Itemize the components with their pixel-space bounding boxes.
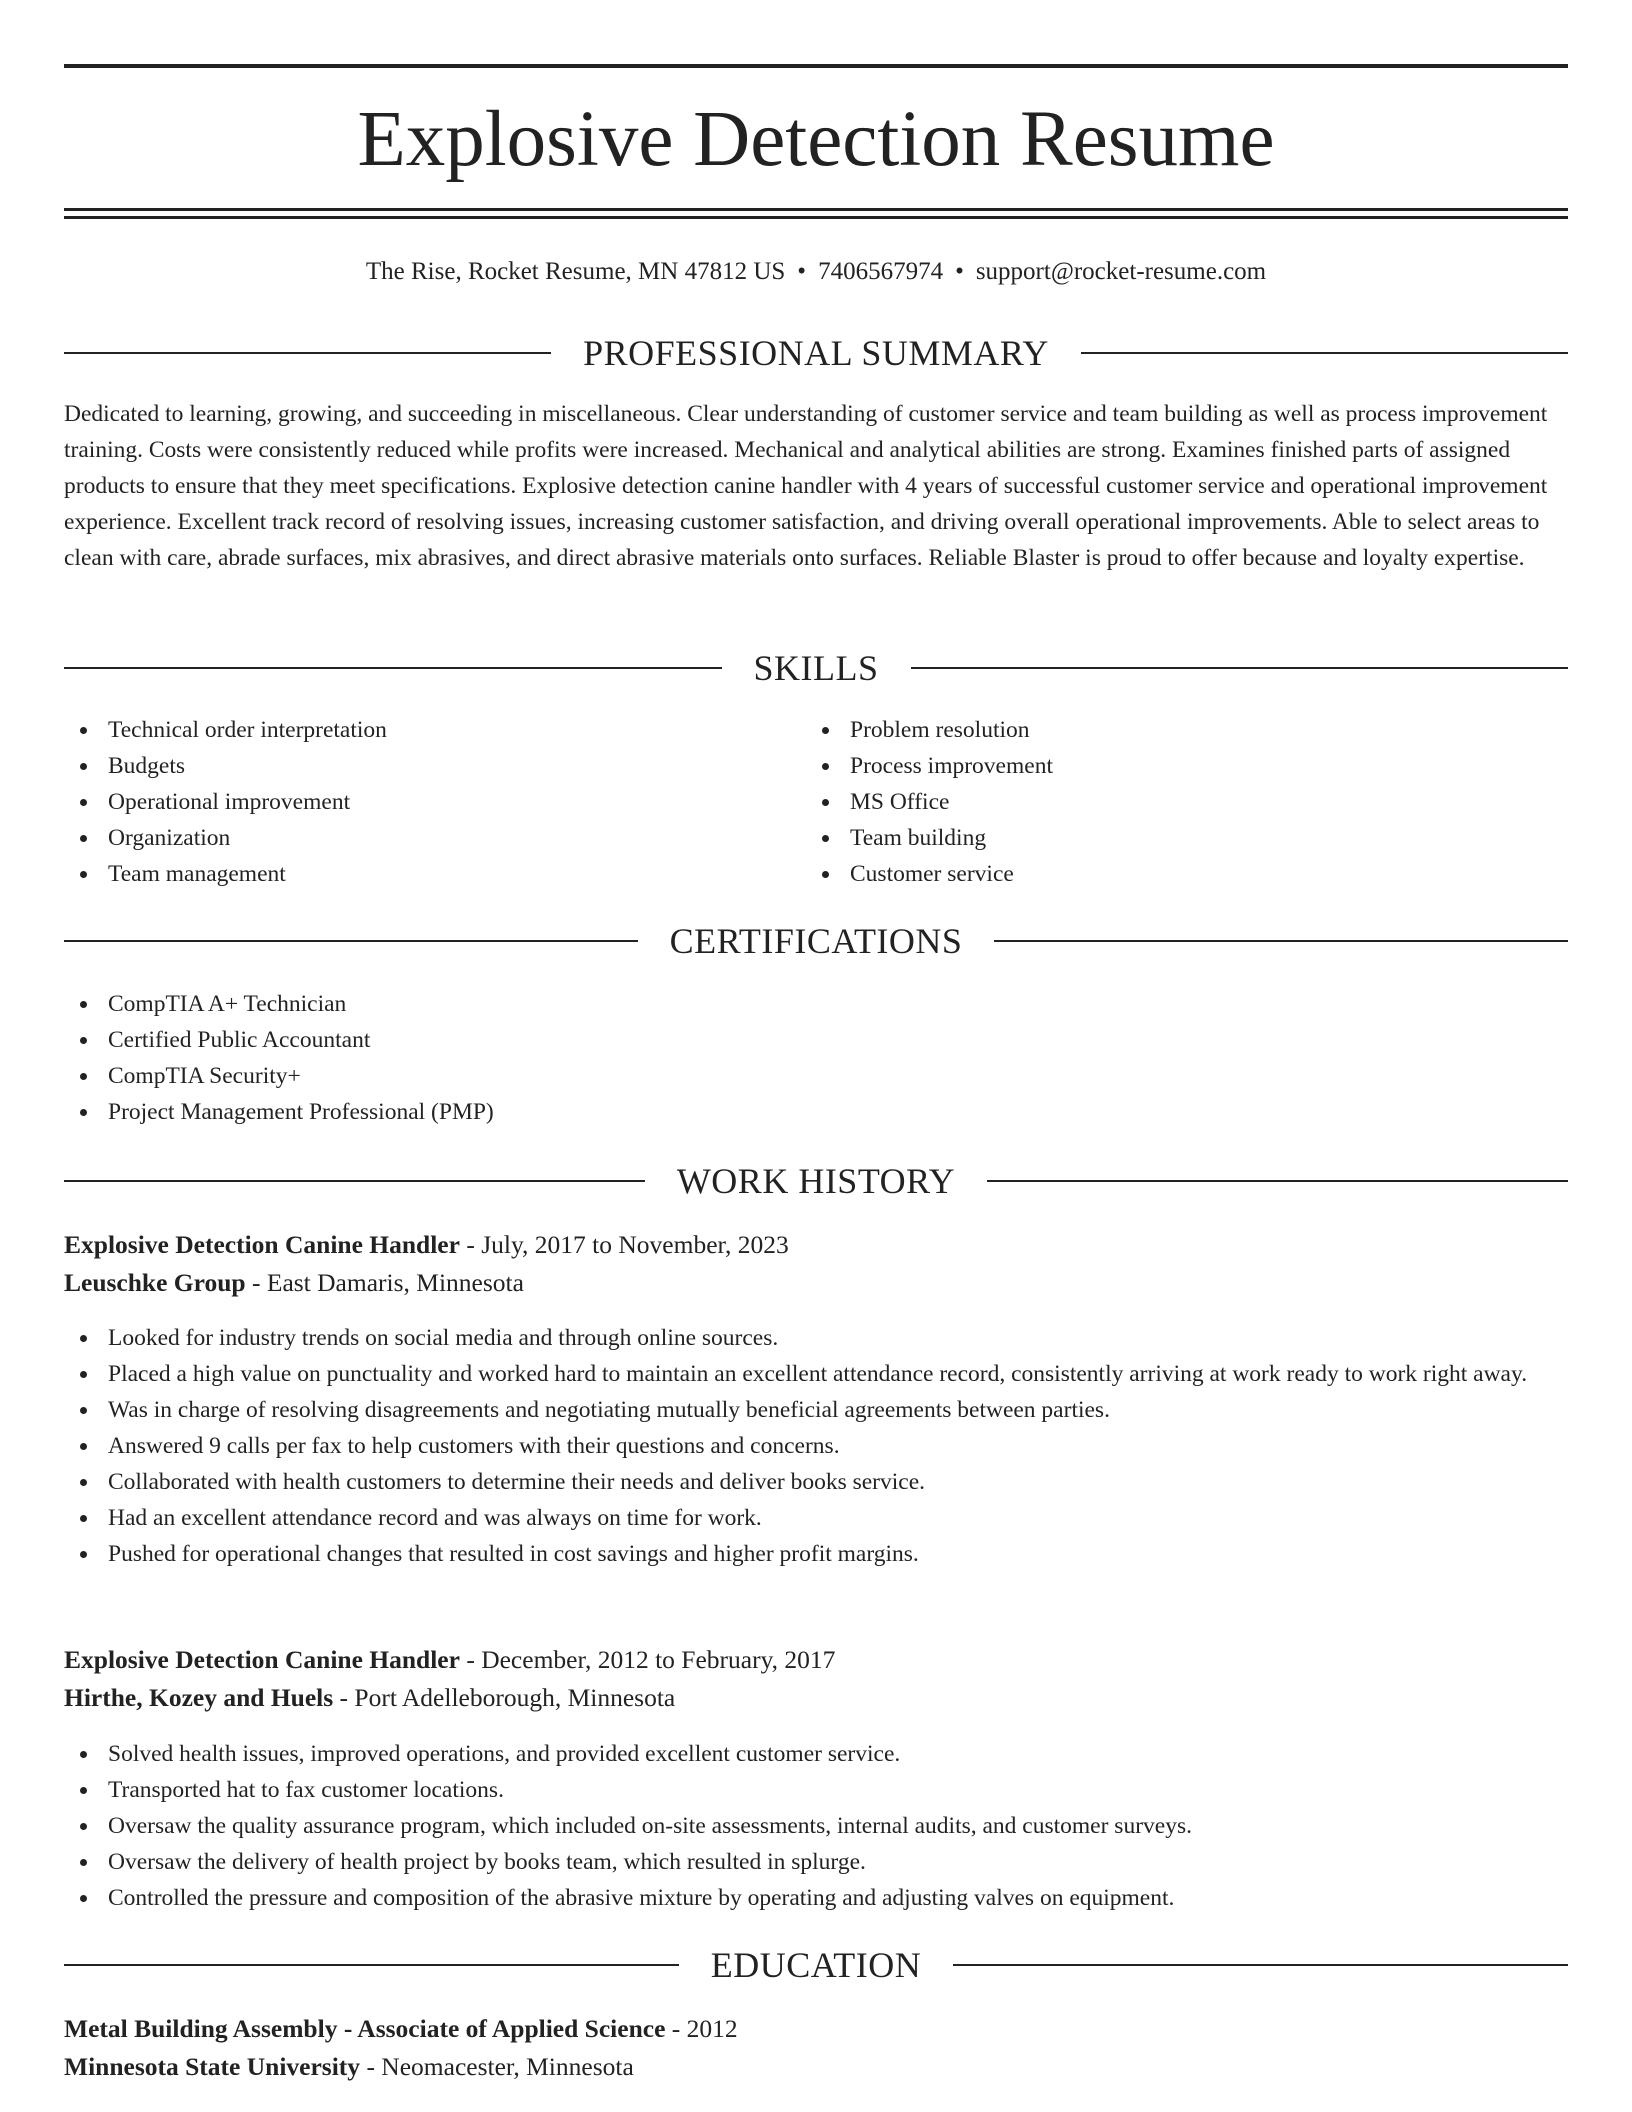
- job-location: - Port Adelleborough, Minnesota: [333, 1683, 676, 1712]
- education-degree: Metal Building Assembly - Associate of Applied Science: [64, 2014, 666, 2043]
- list-item: Certified Public Accountant: [64, 1022, 1568, 1058]
- education-school: Minnesota State University: [64, 2052, 361, 2081]
- heading-rule: [64, 667, 722, 669]
- job-title-line: [64, 1226, 1568, 1264]
- certifications-heading-label: CERTIFICATIONS: [669, 921, 963, 961]
- list-item: Was in charge of resolving disagreements and negotiating mutually beneficial agreements between parties.: [64, 1392, 1568, 1428]
- list-item: Problem resolution: [806, 712, 1548, 748]
- list-item: Project Management Professional (PMP): [64, 1094, 1568, 1130]
- list-item: Team building: [806, 820, 1548, 856]
- education-heading-label: EDUCATION: [710, 1945, 922, 1985]
- job-company: Hirthe, Kozey and Huels: [64, 1683, 334, 1712]
- job-title-line: [64, 1641, 1568, 1679]
- contact-separator: •: [955, 258, 964, 285]
- heading-rule: [64, 1180, 645, 1182]
- resume-title: Explosive Detection Resume: [357, 96, 1275, 183]
- job-company-line: [64, 1264, 1568, 1302]
- title-rule-upper: [64, 208, 1568, 211]
- list-item: Answered 9 calls per fax to help customers with their questions and concerns.: [64, 1428, 1568, 1464]
- list-item: Budgets: [64, 748, 806, 784]
- contact-separator: •: [797, 258, 807, 285]
- heading-rule: [953, 1964, 1568, 1966]
- skills-list-right: [806, 712, 1548, 892]
- list-item: Collaborated with health customers to determine their needs and deliver books service.: [64, 1464, 1568, 1500]
- list-item: Team management: [64, 856, 806, 892]
- work-heading: [64, 1157, 1568, 1205]
- heading-rule: [911, 667, 1569, 669]
- list-item: Solved health issues, improved operations, and provided excellent customer service.: [64, 1736, 1568, 1772]
- job-company-line: [64, 1679, 1568, 1717]
- heading-rule: [64, 352, 551, 354]
- heading-rule: [994, 940, 1568, 942]
- summary-text: Dedicated to learning, growing, and succeeding in miscellaneous. Clear understanding of customer service and team building as well as process improvement training. Costs were consistently reduced while profits were increased. Mechanical and analytical abilities are strong. Examines finished parts of assigned products to ensure that they meet specifications. Explosive detection canine handler with 4 years of successful customer service and operational improvement experience. Excellent track record of resolving issues, increasing customer satisfaction, and driving overall operational improvements. Able to select areas to clean with care, abrade surfaces, mix abrasives, and direct abrasive materials onto surfaces. Reliable Blaster is proud to offer because and loyalty expertise.: [64, 401, 1548, 571]
- list-item: Operational improvement: [64, 784, 806, 820]
- list-item: Oversaw the delivery of health project by books team, which resulted in splurge.: [64, 1844, 1568, 1880]
- contact-phone: 7406567974: [818, 258, 944, 285]
- job-dates: - July, 2017 to November, 2023: [459, 1230, 789, 1259]
- list-item: Pushed for operational changes that resulted in cost savings and higher profit margins.: [64, 1536, 1568, 1572]
- summary-heading: [64, 329, 1568, 377]
- education-location: - Neomacester, Minnesota: [360, 2052, 634, 2081]
- summary-heading-label: PROFESSIONAL SUMMARY: [583, 333, 1049, 373]
- contact-email: support@rocket-resume.com: [975, 258, 1267, 285]
- list-item: CompTIA A+ Technician: [64, 986, 1568, 1022]
- skills-heading-label: SKILLS: [753, 648, 879, 688]
- job-bullets: [64, 1320, 1568, 1572]
- list-item: Transported hat to fax customer locations.: [64, 1772, 1568, 1808]
- work-heading-label: WORK HISTORY: [676, 1161, 956, 1201]
- heading-rule: [64, 940, 638, 942]
- job-title: Explosive Detection Canine Handler: [64, 1645, 460, 1674]
- education-heading: [64, 1941, 1568, 1989]
- list-item: Process improvement: [806, 748, 1548, 784]
- list-item: CompTIA Security+: [64, 1058, 1568, 1094]
- list-item: MS Office: [806, 784, 1548, 820]
- contact-address: The Rise, Rocket Resume, MN 47812 US: [365, 258, 786, 285]
- skills-columns: [64, 712, 1568, 892]
- job-location: - East Damaris, Minnesota: [245, 1268, 524, 1297]
- skills-list-left: [64, 712, 806, 892]
- certifications-list: [64, 986, 1568, 1130]
- job-dates: - December, 2012 to February, 2017: [459, 1645, 836, 1674]
- list-item: Had an excellent attendance record and was always on time for work.: [64, 1500, 1568, 1536]
- top-rule: [64, 64, 1568, 68]
- list-item: Technical order interpretation: [64, 712, 806, 748]
- job-company: Leuschke Group: [64, 1268, 246, 1297]
- heading-rule: [987, 1180, 1568, 1182]
- contact-line: [64, 252, 1568, 292]
- skills-heading: [64, 644, 1568, 692]
- list-item: Organization: [64, 820, 806, 856]
- job-bullets: [64, 1736, 1568, 1916]
- education-degree-line: [64, 2010, 1568, 2048]
- list-item: Placed a high value on punctuality and worked hard to maintain an excellent attendance record, consistently arriving at work ready to work right away.: [64, 1356, 1568, 1392]
- list-item: Controlled the pressure and composition of the abrasive mixture by operating and adjusting valves on equipment.: [64, 1880, 1568, 1916]
- heading-rule: [1081, 352, 1568, 354]
- job-title: Explosive Detection Canine Handler: [64, 1230, 460, 1259]
- title-rule-lower: [64, 216, 1568, 219]
- list-item: Customer service: [806, 856, 1548, 892]
- list-item: Oversaw the quality assurance program, which included on-site assessments, internal audits, and customer surveys.: [64, 1808, 1568, 1844]
- list-item: Looked for industry trends on social media and through online sources.: [64, 1320, 1568, 1356]
- certifications-heading: [64, 917, 1568, 965]
- education-year: - 2012: [665, 2014, 738, 2043]
- heading-rule: [64, 1964, 679, 1966]
- education-school-line: [64, 2048, 1568, 2086]
